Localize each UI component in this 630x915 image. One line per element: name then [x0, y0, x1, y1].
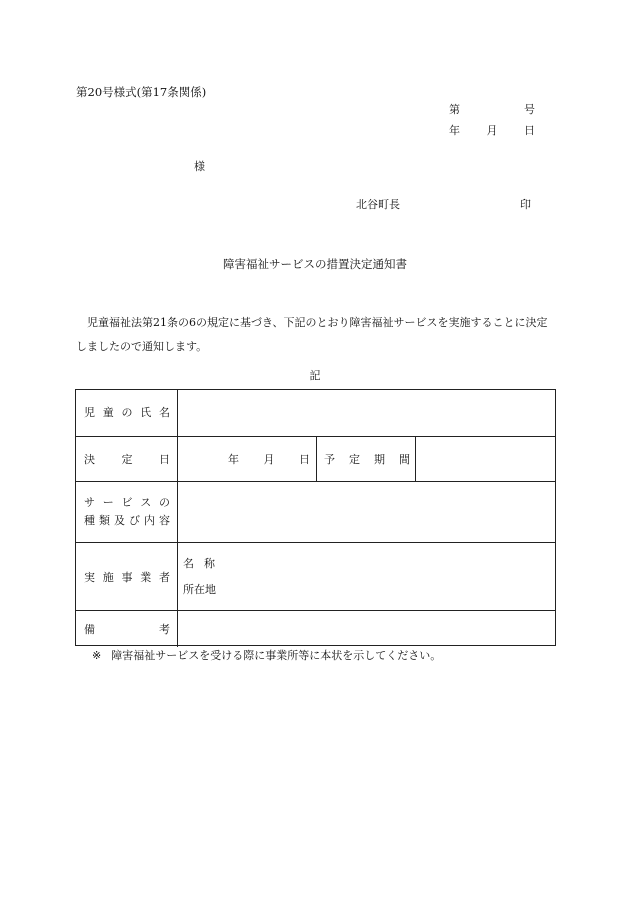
footnote-text: 障害福祉サービスを受ける際に事業所等に本状を示してください。 — [111, 649, 442, 662]
issue-month-label: 月 — [486, 124, 498, 137]
document-title: 障害福祉サービスの措置決定通知書 — [223, 257, 407, 271]
ki-heading: 記 — [309, 369, 321, 382]
provider-name-label: 名 称 — [183, 557, 215, 570]
column-divider — [177, 390, 178, 436]
issue-year-label: 年 — [449, 124, 460, 137]
column-divider — [415, 437, 416, 482]
issue-day-label: 日 — [524, 124, 535, 137]
table-row-service — [76, 481, 555, 543]
column-divider — [177, 437, 178, 482]
number-prefix: 第 — [449, 103, 460, 116]
footnote — [92, 650, 441, 661]
table-row-remarks — [76, 610, 555, 647]
provider-label: 実 施 事 業 者 — [84, 571, 170, 584]
decision-date-label: 決 定 日 — [84, 453, 170, 466]
column-divider — [177, 611, 178, 647]
remarks-label: 備 考 — [84, 623, 170, 636]
form-number: 第20号様式(第17条関係) — [76, 85, 207, 99]
notice-body-text: 児童福祉法第21条の6の規定に基づき、下記のとおり障害福祉サービスを実施することに決定しましたので通知します。 — [76, 316, 548, 353]
issuer-name: 北谷町長 — [356, 198, 400, 211]
column-divider — [316, 437, 317, 482]
planned-period-label: 予 定 期 間 — [324, 453, 410, 466]
decision-date-value: 年 月 日 — [228, 453, 310, 466]
document-number-line — [449, 104, 535, 115]
service-label-line1: サ ー ビ ス の — [84, 496, 170, 509]
notice-table — [75, 389, 556, 646]
seal-mark: 印 — [520, 198, 531, 211]
provider-address-label: 所在地 — [183, 583, 216, 596]
issue-date-line — [449, 125, 535, 136]
addressee-suffix: 様 — [194, 160, 205, 173]
column-divider — [177, 482, 178, 543]
child-name-label: 児 童 の 氏 名 — [84, 406, 170, 419]
number-suffix: 号 — [524, 103, 535, 116]
footnote-mark: ※ — [92, 649, 102, 662]
table-row-decision-date — [76, 436, 555, 482]
table-row-provider — [76, 542, 555, 611]
column-divider — [177, 543, 178, 611]
table-row-child-name — [76, 390, 555, 436]
service-label-line2: 種 類 及 び 内 容 — [84, 514, 170, 527]
